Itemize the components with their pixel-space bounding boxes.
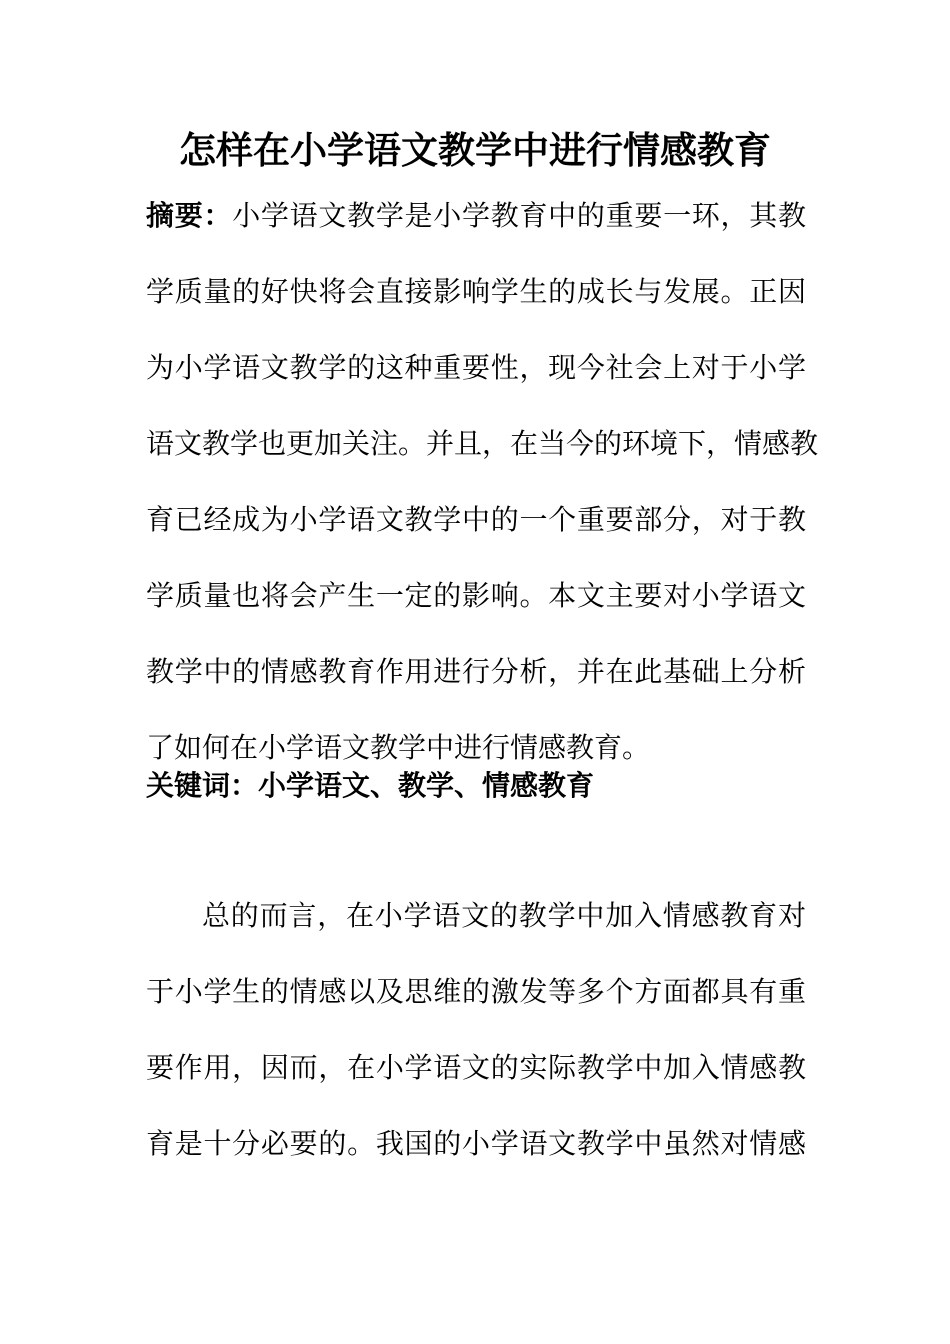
abstract-line: 为小学语文教学的这种重要性，现今社会上对于小学: [146, 351, 806, 384]
abstract-line: 了如何在小学语文教学中进行情感教育。: [146, 731, 651, 764]
body-line: 于小学生的情感以及思维的激发等多个方面都具有重: [146, 975, 806, 1008]
keywords-text: 小学语文、教学、情感教育: [258, 769, 595, 802]
abstract-line: 教学中的情感教育作用进行分析，并在此基础上分析: [146, 655, 806, 688]
abstract-line: 学质量的好快将会直接影响学生的成长与发展。正因: [146, 275, 806, 308]
abstract-line: 育已经成为小学语文教学中的一个重要部分，对于教: [146, 503, 806, 536]
abstract-label: 摘要：: [146, 199, 233, 232]
abstract-line: 学质量也将会产生一定的影响。本文主要对小学语文: [146, 579, 806, 612]
abstract-section: [146, 178, 819, 786]
body-line: 要作用，因而，在小学语文的实际教学中加入情感教: [146, 1051, 806, 1084]
abstract-line: [146, 178, 806, 254]
document-title: 怎样在小学语文教学中进行情感教育: [179, 128, 771, 172]
keywords-label: 关键词：: [146, 769, 259, 802]
abstract-text: 小学语文教学是小学教育中的重要一环，其教: [232, 199, 806, 232]
keywords-section: [146, 764, 806, 808]
body-paragraph: [146, 878, 806, 1182]
body-line: 育是十分必要的。我国的小学语文教学中虽然对情感: [146, 1127, 806, 1160]
abstract-line: 语文教学也更加关注。并且，在当今的环境下，情感教: [146, 427, 819, 460]
body-line: 总的而言，在小学语文的教学中加入情感教育对: [202, 899, 806, 932]
